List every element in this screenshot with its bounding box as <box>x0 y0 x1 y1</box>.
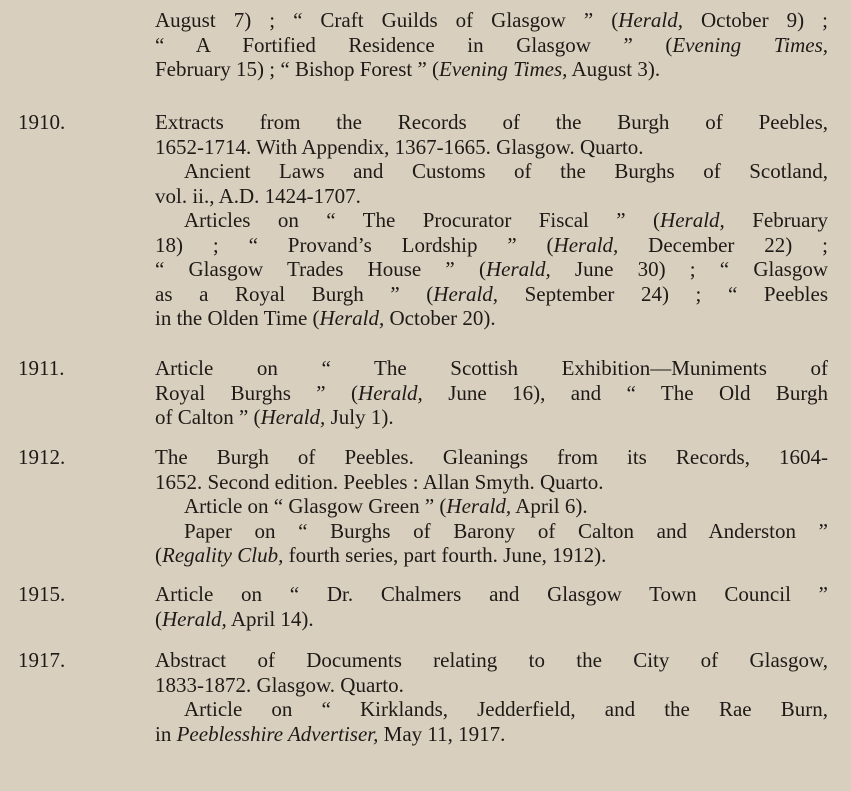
text-segment: 1652. Second edition. Peebles : Allan Smyth. Quarto. <box>155 469 604 494</box>
text-line <box>155 57 828 82</box>
italic-title: Herald, <box>433 281 499 306</box>
text-line <box>155 607 828 632</box>
text-segment: August 7) ; “ Craft Guilds of Glasgow ” ( <box>155 8 619 32</box>
text-segment: December 22) ; <box>618 232 828 257</box>
italic-title: Herald, <box>618 8 683 32</box>
text-line <box>155 306 828 331</box>
text-segment: Paper on “ Burghs of Barony of Calton and Anderston ” <box>184 518 828 543</box>
text-segment: September 24) ; “ Peebles <box>498 281 828 306</box>
entry-body <box>155 582 828 631</box>
entry-body <box>155 445 828 568</box>
italic-title: Herald, <box>660 208 725 232</box>
italic-title: Regality Club, <box>162 543 284 567</box>
text-segment: Royal Burghs ” ( <box>155 380 359 405</box>
entry-year: 1915. <box>18 582 66 606</box>
entry-body <box>155 8 828 82</box>
text-segment: in the Olden Time ( <box>155 306 320 330</box>
text-line <box>155 282 828 307</box>
text-line <box>155 582 828 607</box>
text-line <box>155 543 828 568</box>
text-line <box>155 697 828 722</box>
text-segment: 1833-1872. Glasgow. Quarto. <box>155 672 404 697</box>
text-segment: June 30) ; “ Glasgow <box>550 257 828 281</box>
text-line <box>155 470 828 495</box>
text-segment: August 3). <box>567 57 661 81</box>
text-line <box>155 208 828 233</box>
text-segment: “ A Fortified Residence in Glasgow ” ( <box>155 32 673 57</box>
text-segment: Article on “ The Scottish Exhibition—Muniments of <box>155 356 828 380</box>
text-segment: Abstract of Documents relating to the City of Glasgow, <box>155 648 828 672</box>
entry-year: 1911. <box>18 356 65 380</box>
text-segment: April 6). <box>511 494 588 518</box>
italic-title: Herald, <box>358 380 423 405</box>
text-line <box>155 184 828 209</box>
text-segment: vol. ii., A.D. 1424-1707. <box>155 183 361 208</box>
italic-title: Herald, <box>485 257 551 281</box>
text-segment: April 14). <box>226 606 314 631</box>
text-segment: May 11, 1917. <box>378 721 506 746</box>
text-line <box>155 381 828 406</box>
entry-body <box>155 110 828 331</box>
entry-year: 1910. <box>18 110 66 134</box>
text-segment: “ Glasgow Trades House ” ( <box>155 257 486 281</box>
text-line <box>155 405 828 430</box>
italic-title: Herald, <box>446 494 512 518</box>
text-segment: as a Royal Burgh ” ( <box>155 281 434 306</box>
text-line <box>155 648 828 673</box>
text-line <box>155 445 828 470</box>
text-segment: July 1). <box>325 405 394 429</box>
italic-title: Peeblesshire Advertiser, <box>176 721 379 746</box>
text-segment: Article on “ Dr. Chalmers and Glasgow Town Council ” <box>155 582 828 606</box>
text-segment: Ancient Laws and Customs of the Burghs of Scotland, <box>184 159 828 183</box>
text-segment: of Calton ” ( <box>155 405 261 429</box>
text-line <box>155 135 828 160</box>
text-segment: 18) ; “ Provand’s Lordship ” ( <box>155 232 554 257</box>
entry-body <box>155 648 828 746</box>
text-segment: ( <box>155 606 162 631</box>
text-line <box>155 159 828 184</box>
text-segment: 1652-1714. With Appendix, 1367-1665. Glasgow. Quarto. <box>155 134 644 159</box>
entry-year: 1917. <box>18 648 66 672</box>
text-line <box>155 257 828 282</box>
text-segment: October 20). <box>384 306 496 330</box>
text-segment: Article on “ Glasgow Green ” ( <box>184 494 447 518</box>
text-line <box>155 356 828 381</box>
text-line <box>155 33 828 58</box>
text-line <box>155 519 828 544</box>
text-segment: Article on “ Kirklands, Jedderfield, and the Rae Burn, <box>184 697 828 721</box>
text-line <box>155 673 828 698</box>
entry-year: 1912. <box>18 445 66 469</box>
italic-title: Herald, <box>162 606 227 631</box>
entry-body <box>155 356 828 430</box>
text-line <box>155 110 828 135</box>
text-line <box>155 8 828 33</box>
text-segment: The Burgh of Peebles. Gleanings from its Records, 1604- <box>155 445 828 469</box>
italic-title: Herald, <box>553 232 619 257</box>
text-line <box>155 233 828 258</box>
text-segment: fourth series, part fourth. June, 1912). <box>283 543 607 567</box>
text-segment: Extracts from the Records of the Burgh of Peebles, <box>155 110 828 134</box>
text-line <box>155 722 828 747</box>
text-segment: Articles on “ The Procurator Fiscal ” ( <box>184 208 661 232</box>
text-segment: February 15) ; “ Bishop Forest ” ( <box>155 57 440 81</box>
text-line <box>155 494 828 519</box>
text-segment: February <box>724 208 828 232</box>
text-segment: October 9) ; <box>682 8 828 32</box>
italic-title: Evening Times, <box>672 32 828 57</box>
text-segment: June 16), and “ The Old Burgh <box>422 380 828 405</box>
italic-title: Herald, <box>319 306 385 330</box>
italic-title: Evening Times, <box>439 57 568 81</box>
text-segment: ( <box>155 543 162 567</box>
italic-title: Herald, <box>260 405 326 429</box>
text-segment: in <box>155 721 177 746</box>
